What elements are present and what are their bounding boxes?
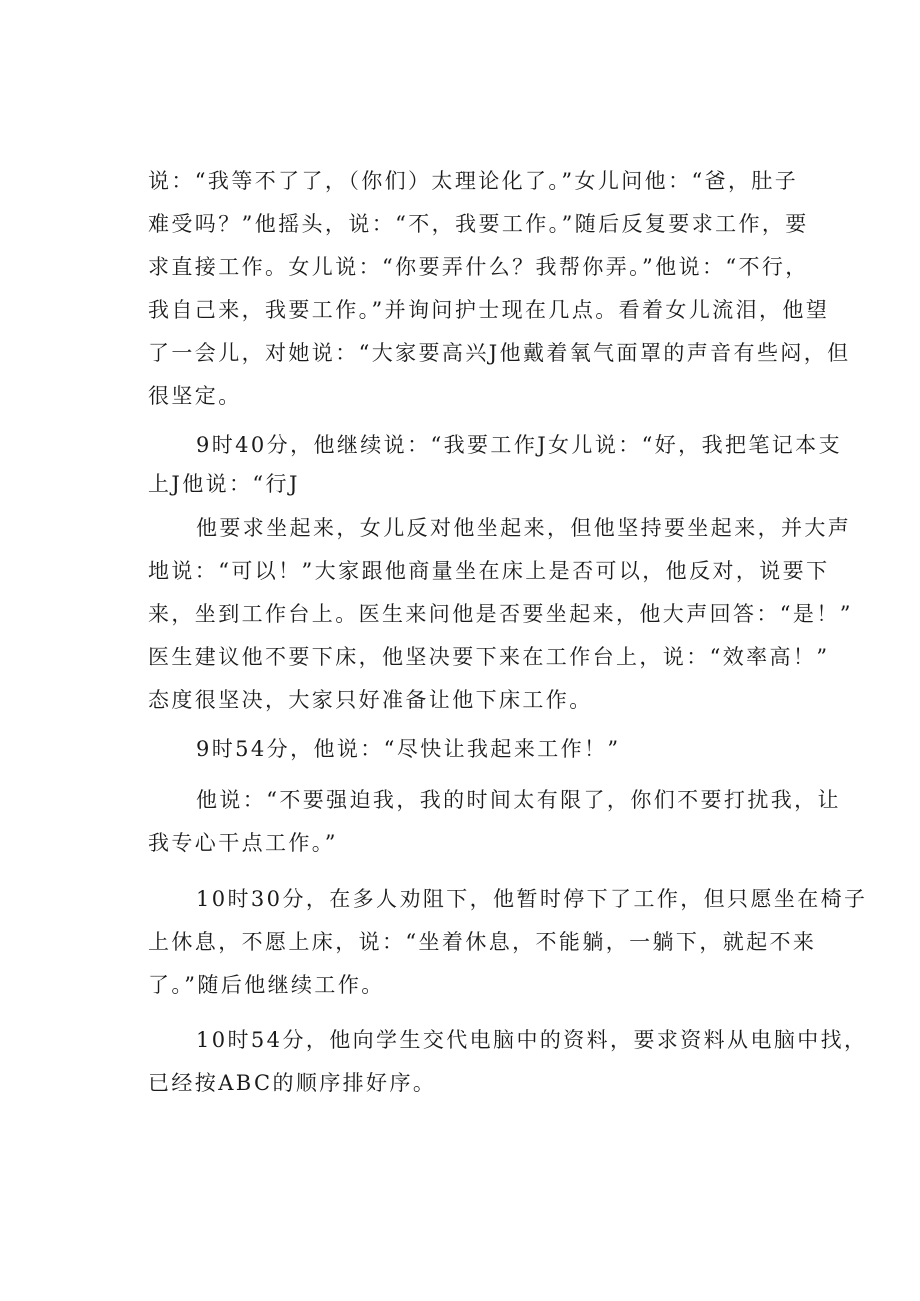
text-line: 他要求坐起来，女儿反对他坐起来，但他坚持要坐起来，并大声 <box>196 516 852 540</box>
text-line: 地说：“可以！”大家跟他商量坐在床上是否可以，他反对，说要下 <box>148 559 830 583</box>
text-line: 了一会儿，对她说：“大家要高兴J他戴着氧气面罩的声音有些闷，但 <box>148 341 851 365</box>
text-line: 我自己来，我要工作。”并询问护士现在几点。看着女儿流泪，他望 <box>148 298 830 322</box>
text-line: 了。”随后他继续工作。 <box>148 973 385 997</box>
text-line: 9时40分，他继续说：“我要工作J女儿说：“好，我把笔记本支 <box>196 433 842 457</box>
text-line: 上J他说：“行J <box>148 472 300 496</box>
text-line: 我专心干点工作。” <box>148 831 338 855</box>
text-line: 上休息，不愿上床，说：“坐着休息，不能躺，一躺下，就起不来 <box>148 930 817 954</box>
text-line: 他说：“不要强迫我，我的时间太有限了，你们不要打扰我，让 <box>196 788 841 812</box>
text-line: 说：“我等不了了，（你们）太理论化了。”女儿问他：“爸，肚子 <box>148 169 799 193</box>
text-line: 难受吗？”他摇头，说：“不，我要工作。”随后反复要求工作，要 <box>148 212 809 236</box>
text-line: 来，坐到工作台上。医生来问他是否要坐起来，他大声回答：“是！” <box>148 602 853 626</box>
text-line: 很坚定。 <box>148 384 242 408</box>
text-line: 10时54分，他向学生交代电脑中的资料，要求资料从电脑中找， <box>196 1028 868 1052</box>
text-line: 求直接工作。女儿说：“你要弄什么？我帮你弄。”他说：“不行， <box>148 255 809 279</box>
text-line: 9时54分，他说：“尽快让我起来工作！” <box>196 737 621 761</box>
text-line: 已经按ABC的顺序排好序。 <box>148 1071 437 1095</box>
text-line: 态度很坚决，大家只好准备让他下床工作。 <box>148 688 593 712</box>
text-line: 医生建议他不要下床，他坚决要下来在工作台上，说：“效率高！” <box>148 645 830 669</box>
text-line: 10时30分，在多人劝阻下，他暂时停下了工作，但只愿坐在椅子 <box>196 887 868 911</box>
